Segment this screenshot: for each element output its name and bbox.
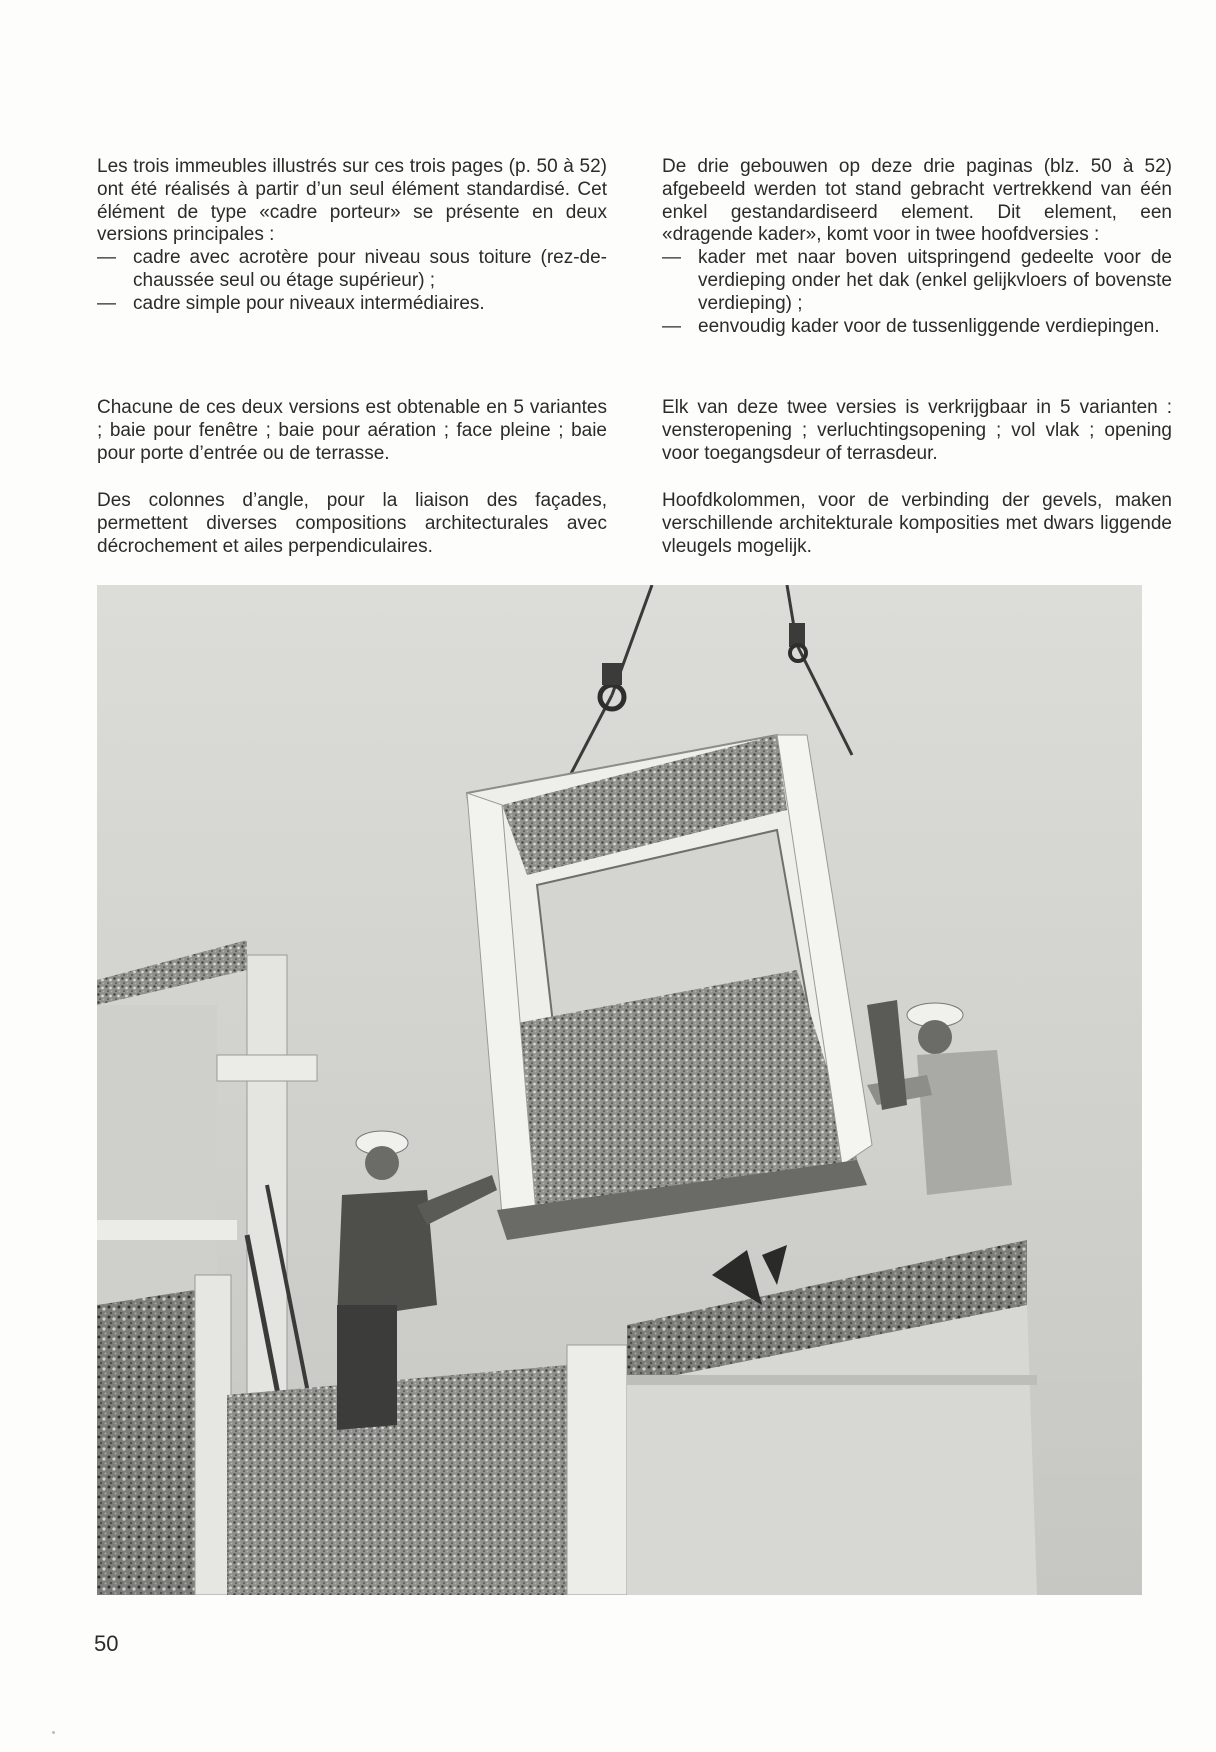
list-dash: — xyxy=(662,247,681,269)
french-list-item xyxy=(97,293,607,316)
list-dash: — xyxy=(97,292,116,314)
dutch-list-item-text: kader met naar boven uitspringend gedeelte voor de verdieping onder het dak (enkel gelijkvloers of bovenste verdieping) ; xyxy=(698,247,1172,314)
hoisted-concrete-frame xyxy=(467,735,872,1240)
french-list-item xyxy=(97,247,607,293)
list-dash: — xyxy=(97,247,116,269)
construction-photo xyxy=(97,585,1142,1595)
construction-photo-drawing xyxy=(97,585,1142,1595)
left-lower-beam xyxy=(97,1220,237,1240)
french-list-item-text: cadre avec acrotère pour niveau sous toiture (rez-de-chaussée seul ou étage supérieur) ; xyxy=(133,247,607,291)
page-number: 50 xyxy=(94,1631,119,1656)
dutch-paragraph-1-intro: De drie gebouwen op deze drie paginas (blz. 50 à 52) afgebeeld werden tot stand gebracht vertrekkend van één enkel gestandardiseerd element. Dit element, een «dragende kader», komt voor in twee hoofdversies : xyxy=(662,156,1172,246)
french-paragraph-1-intro: Les trois immeubles illustrés sur ces trois pages (p. 50 à 52) ont été réalisés à partir d’un seul élément standardisé. Cet élément de type «cadre porteur» se présente en deux versions principales : xyxy=(97,156,607,246)
french-paragraph-2: Chacune de ces deux versions est obtenable en 5 variantes ; baie pour fenêtre ; baie pour aération ; face pleine ; baie pour porte d’entrée ou de terrasse. xyxy=(97,397,607,464)
scan-speck xyxy=(52,1731,55,1734)
corner-column-middle xyxy=(567,1345,627,1595)
parapet-ledge xyxy=(627,1375,1037,1385)
dutch-paragraph-1 xyxy=(662,156,1172,338)
dutch-paragraph-3: Hoofdkolommen, voor de verbinding der gevels, maken verschillende architekturale komposities met dwars liggende vleugels mogelijk. xyxy=(662,490,1172,557)
french-paragraph-3: Des colonnes d’angle, pour la liaison des façades, permettent diverses compositions architecturales avec décrochement et ailes perpendiculaires. xyxy=(97,490,607,557)
dutch-paragraph-2: Elk van deze twee versies is verkrijgbaar in 5 varianten : vensteropening ; verluchtingsopening ; vol vlak ; opening voor toegangsdeur of terrasdeur. xyxy=(662,397,1172,464)
dutch-list-item-text: eenvoudig kader voor de tussenliggende verdiepingen. xyxy=(698,315,1160,337)
french-list-item-text: cadre simple pour niveaux intermédiaires. xyxy=(133,292,485,314)
french-paragraph-1 xyxy=(97,156,607,316)
left-cross-beam xyxy=(217,1055,317,1081)
corner-column-lower xyxy=(195,1275,231,1595)
dutch-list-item xyxy=(662,316,1172,339)
list-dash: — xyxy=(662,315,681,337)
dutch-list-item xyxy=(662,247,1172,315)
